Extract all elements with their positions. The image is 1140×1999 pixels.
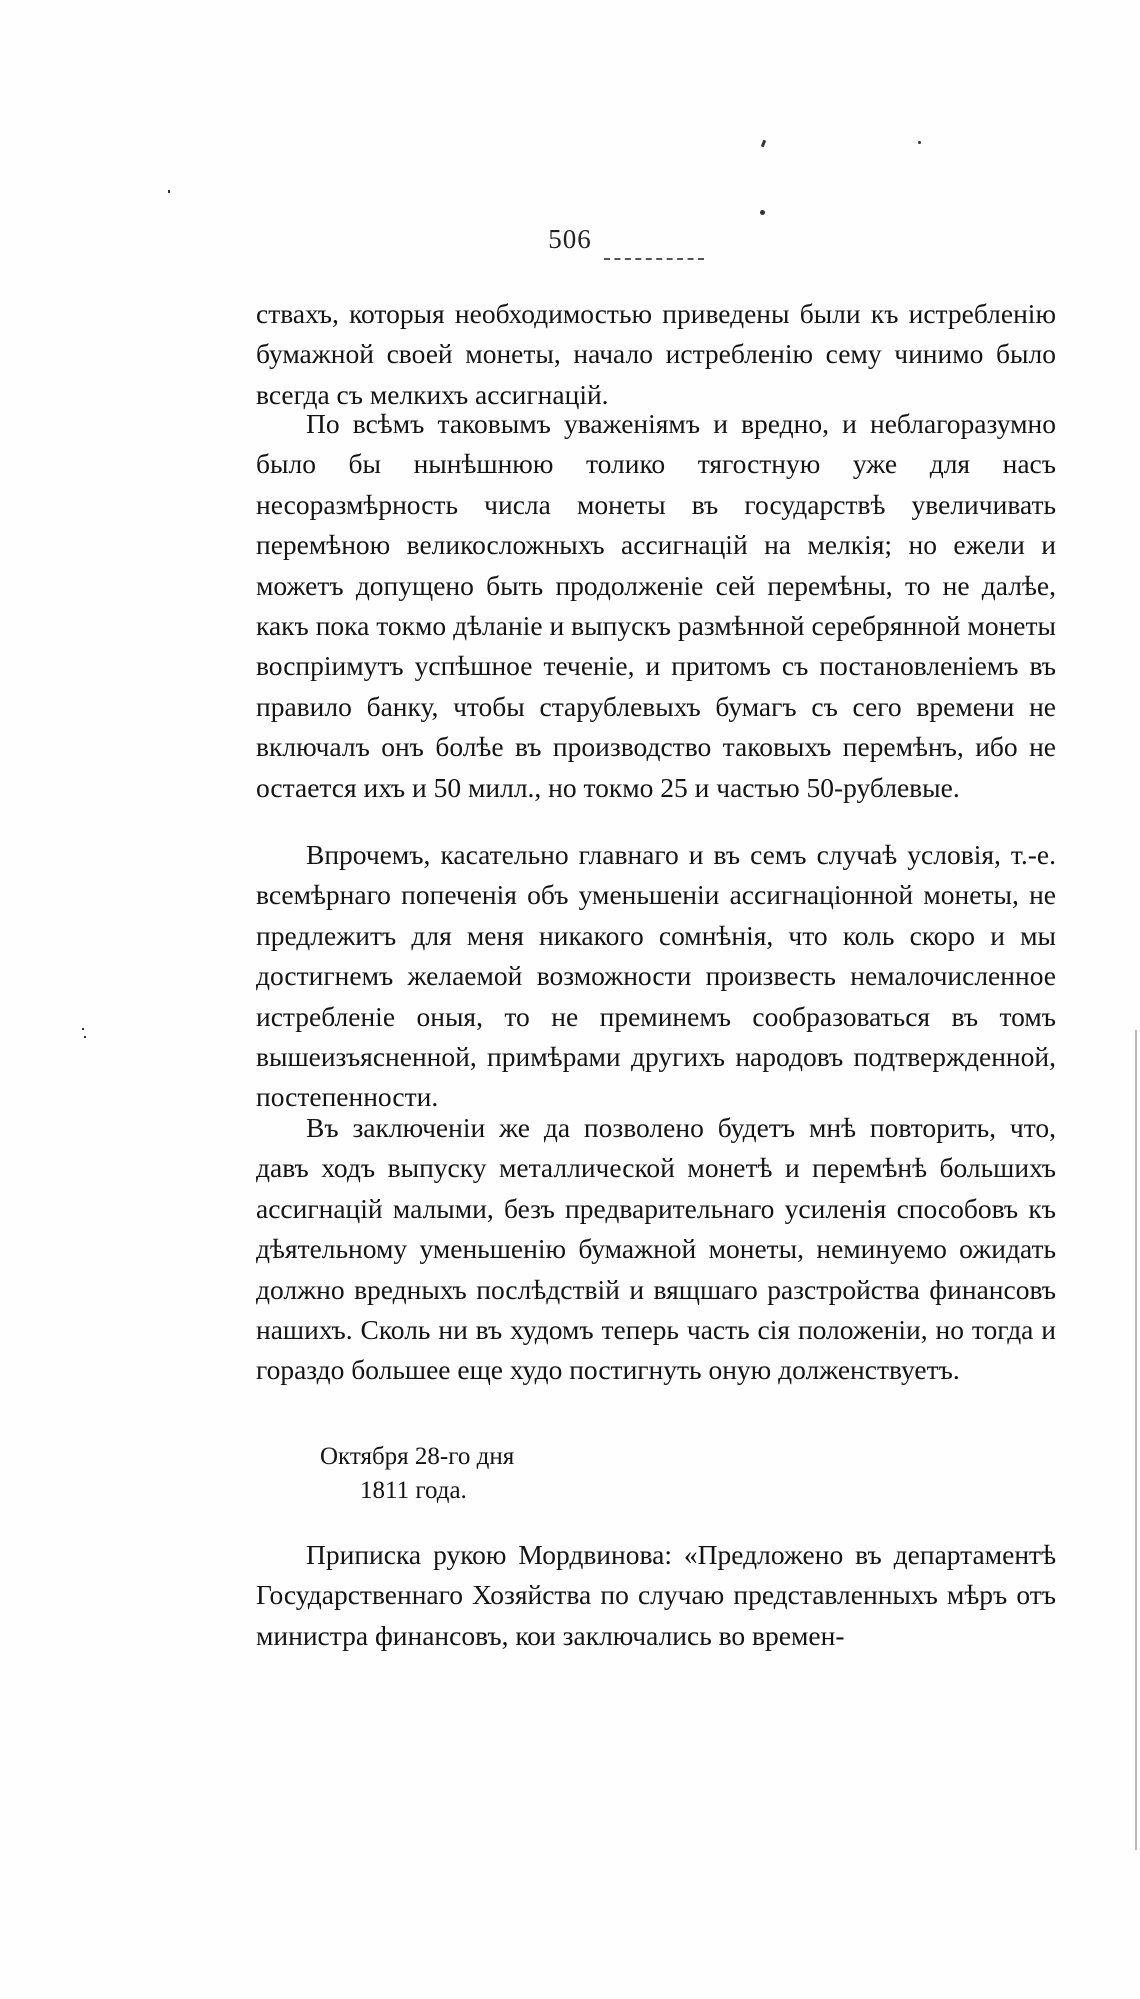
paragraph-1	[256, 404, 1056, 808]
paragraph-2	[256, 835, 1056, 1118]
signature-date: Октября 28-го дня	[320, 1443, 515, 1470]
paragraph-text: Въ заключеніи же да позволено будетъ мнѣ повторить, что, давъ ходъ выпуску металлической монетѣ и перемѣнѣ большихъ ассигнацій малыми, безъ предварительнаго усиленія способовъ къ дѣятельному уменьшенію бумажной монеты, неминуемо ожидать должно вредныхъ послѣдствій и вящшаго разстройства финансовъ нашихъ. Сколь ни въ худомъ теперь часть сія положеніи, но тогда и гораздо большее еще худо постигнуть оную долженствуетъ.	[256, 1112, 1056, 1386]
scan-speck	[84, 1036, 86, 1038]
scan-speck	[760, 210, 765, 215]
paragraph-3	[256, 1108, 1056, 1391]
scan-speck	[761, 140, 766, 148]
postscript	[256, 1535, 1056, 1656]
paragraph-text: ствахъ, которыя необходимостью приведены были къ истребленію бумажной своей монеты, начало истребленію сему чинимо было всегда съ мелкихъ ассигнацій.	[256, 298, 1056, 410]
paragraph-text: Впрочемъ, касательно главнаго и въ семъ случаѣ условія, т.-е. всемѣрнаго попеченія объ уменьшеніи ассигнаціонной монеты, не предлежитъ для меня никакого сомнѣнія, что коль скоро и мы достигнемъ желаемой возможности произвесть немалочисленное истребленіе оныя, то не преминемъ сообразоваться въ томъ вышеизъясненной, примѣрами другихъ народовъ подтвержденной, постепенности.	[256, 839, 1056, 1113]
signature-year: 1811 года.	[360, 1477, 467, 1504]
scan-speck	[168, 190, 170, 193]
scan-speck	[918, 141, 921, 144]
scan-speck	[82, 1028, 84, 1030]
scan-edge-line	[1135, 1030, 1137, 1850]
continuation-paragraph	[256, 294, 1056, 415]
postscript-text: Приписка рукою Мордвинова: «Предложено въ департаментѣ Государственнаго Хозяйства по случаю представленныхъ мѣръ отъ министра финансовъ, кои заключались во времен-	[256, 1539, 1056, 1651]
paragraph-text: По всѣмъ таковымъ уваженіямъ и вредно, и неблагоразумно было бы нынѣшнюю толико тягостную уже для насъ несоразмѣрность числа монеты въ государствѣ увеличивать перемѣною великосложныхъ ассигнацій на мелкія; но ежели и можетъ допущено быть продолженіе сей перемѣны, то не далѣе, какъ пока токмо дѣланіе и выпускъ размѣнной серебрянной монеты воспріимутъ успѣшное теченіе, и притомъ съ постановленіемъ въ правило банку, чтобы старублевыхъ бумагъ съ сего времени не включалъ онъ болѣе въ производство таковыхъ перемѣнъ, ибо не остается ихъ и 50 милл., но токмо 25 и частью 50-рублевые.	[256, 408, 1056, 803]
page-number: 506	[548, 224, 592, 254]
page-number-rule	[604, 258, 704, 260]
